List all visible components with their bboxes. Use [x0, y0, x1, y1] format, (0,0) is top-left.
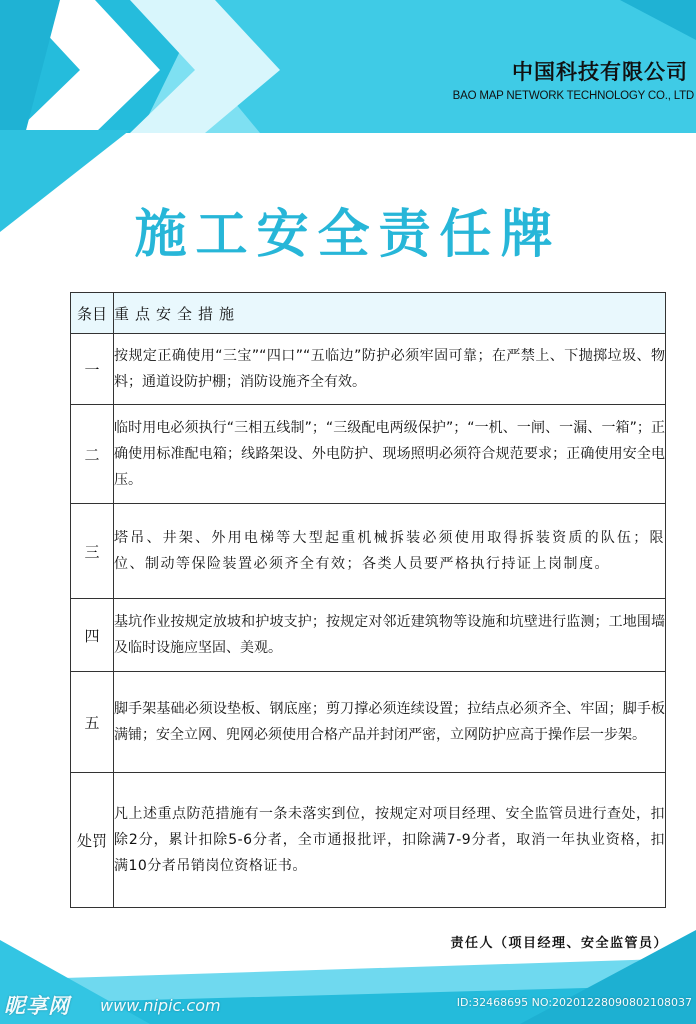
company-name-en: BAO MAP NETWORK TECHNOLOGY CO., LTD [452, 90, 694, 102]
header-item: 条目 [71, 293, 114, 334]
main-title: 施工安全责任牌 [134, 205, 562, 265]
table-row [71, 672, 666, 773]
watermark-id: ID:32468695 NO:20201228090802108037 [456, 996, 692, 1009]
row-number: 四 [71, 599, 114, 672]
table-row [71, 504, 666, 599]
row-number: 二 [71, 405, 114, 504]
company-name-cn: 中国科技有限公司 [512, 60, 688, 84]
watermark-url: www.nipic.com [100, 996, 221, 1015]
row-text: 按规定正确使用“三宝”“四口”“五临边”防护必须牢固可靠；在严禁上、下抛掷垃圾、物料；通道设防护棚；消防设施齐全有效。 [114, 334, 666, 405]
row-number: 三 [71, 504, 114, 599]
row-text: 临时用电必须执行“三相五线制”；“三级配电两级保护”；“一机、一闸、一漏、一箱”；正确使用标准配电箱；线路架设、外电防护、现场照明必须符合规范要求；正确使用安全电压。 [114, 405, 666, 504]
row-number: 一 [71, 334, 114, 405]
safety-measures-table [70, 292, 666, 908]
row-text: 塔吊、井架、外用电梯等大型起重机械拆装必须使用取得拆装资质的队伍；限位、制动等保险装置必须齐全有效；各类人员要严格执行持证上岗制度。 [114, 504, 666, 599]
table-row [71, 334, 666, 405]
table-row [71, 599, 666, 672]
table-row [71, 773, 666, 908]
responsible-person: 责任人（项目经理、安全监管员） [450, 936, 668, 951]
header-measures: 重点安全措施 [114, 293, 666, 334]
watermark-logo: 昵享网 [4, 994, 70, 1018]
table-row [71, 405, 666, 504]
row-number: 处罚 [71, 773, 114, 908]
row-text: 脚手架基础必须设垫板、钢底座；剪刀撑必须连续设置；拉结点必须齐全、牢固；脚手板满铺；安全立网、兜网必须使用合格产品并封闭严密，立网防护应高于操作层一步架。 [114, 672, 666, 773]
table-header-row [71, 293, 666, 334]
row-number: 五 [71, 672, 114, 773]
row-text: 凡上述重点防范措施有一条未落实到位，按规定对项目经理、安全监管员进行查处，扣除2分，累计扣除5-6分者，全市通报批评，扣除满7-9分者，取消一年执业资格，扣满10分者吊销岗位资格证书。 [114, 773, 666, 908]
row-text: 基坑作业按规定放坡和护坡支护；按规定对邻近建筑物等设施和坑壁进行监测；工地围墙及临时设施应坚固、美观。 [114, 599, 666, 672]
